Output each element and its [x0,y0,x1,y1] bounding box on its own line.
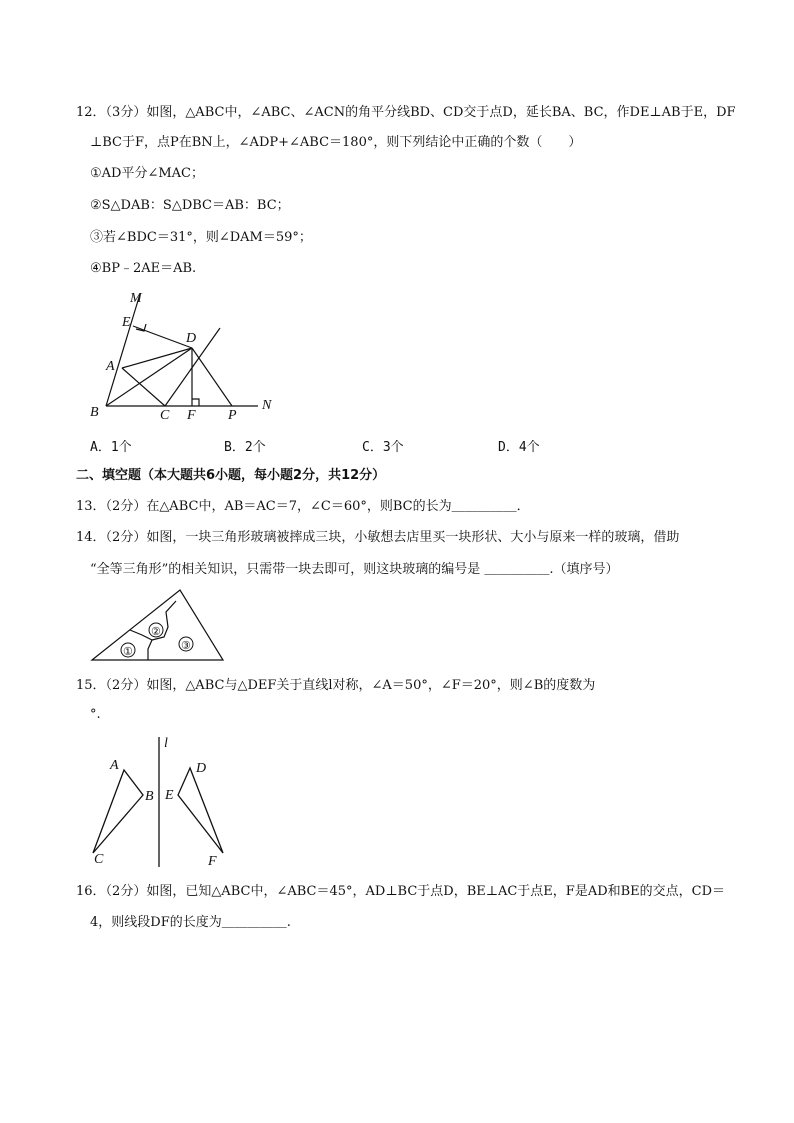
q15-label-B: B [145,789,154,804]
q16-line2: 4，则线段DF的长度为＿＿＿＿＿. [90,915,291,930]
q13-text: 13．（2分）在△ABC中，AB＝AC＝7，∠C＝60°，则BC的长为＿＿＿＿＿． [76,499,530,514]
q15-label-E: E [165,788,174,803]
q12-option-b[interactable]: B．2个 [224,440,266,455]
q12-option-a[interactable]: A．1个 [90,440,132,455]
q12-statement-4: ④BP﹣2AE＝AB. [90,261,197,276]
q12-statement-1: ①AD平分∠MAC； [90,166,205,181]
q15-label-A: A [110,758,119,773]
q15-line2: °. [90,707,101,722]
q14-piece-2: ② [151,626,161,638]
q12-label-F: F [187,408,196,423]
q14-line1: 14．（2分）如图，一块三角形玻璃被摔成三块，小敏想去店里买一块形状、大小与原来一样的玻璃，借助 [76,530,680,545]
q15-label-C: C [94,852,104,867]
q12-label-C: C [160,408,170,423]
q12-label-D: D [186,331,197,346]
q12-statement-2: ②S△DAB：S△DBC＝AB：BC； [90,198,290,213]
q15-figure [88,735,238,870]
q12-option-c[interactable]: C．3个 [362,440,404,455]
q12-figure [90,288,290,438]
q15-label-l: l [164,736,168,751]
q12-label-A: A [106,359,115,374]
q12-line1: 12．（3分）如图，△ABC中，∠ABC、∠ACN的角平分线BD、CD交于点D，延长BA、BC，作DE⊥AB于E，DF [76,105,736,120]
q12-option-d[interactable]: D．4个 [498,440,540,455]
q12-line2: ⊥BC于F，点P在BN上，∠ADP+∠ABC＝180°，则下列结论中正确的个数（ ） [90,135,582,150]
q16-line1: 16．（2分）如图，已知△ABC中，∠ABC＝45°，AD⊥BC于点D，BE⊥AC于点E，F是AD和BE的交点，CD＝ [76,884,726,899]
q15-line1: 15．（2分）如图，△ABC与△DEF关于直线l对称，∠A＝50°，∠F＝20°，则∠B的度数为 [76,678,596,693]
q15-label-D: D [196,761,207,776]
q14-figure [90,587,230,662]
section-2-heading: 二、填空题（本大题共6小题，每小题2分，共12分） [76,468,386,483]
q12-label-E: E [122,315,131,330]
q12-statement-3: ③若∠BDC＝31°，则∠DAM＝59°； [90,230,312,245]
q12-label-N: N [262,398,272,413]
q14-piece-3: ③ [181,640,191,652]
q12-label-M: M [130,291,142,306]
q15-label-F: F [208,854,217,869]
q14-piece-1: ① [123,646,133,658]
q12-label-P: P [228,408,237,423]
q12-label-B: B [90,405,99,420]
q14-line2: “全等三角形”的相关知识，只需带一块去即可，则这块玻璃的编号是 ＿＿＿＿＿.（填序号） [90,562,619,577]
